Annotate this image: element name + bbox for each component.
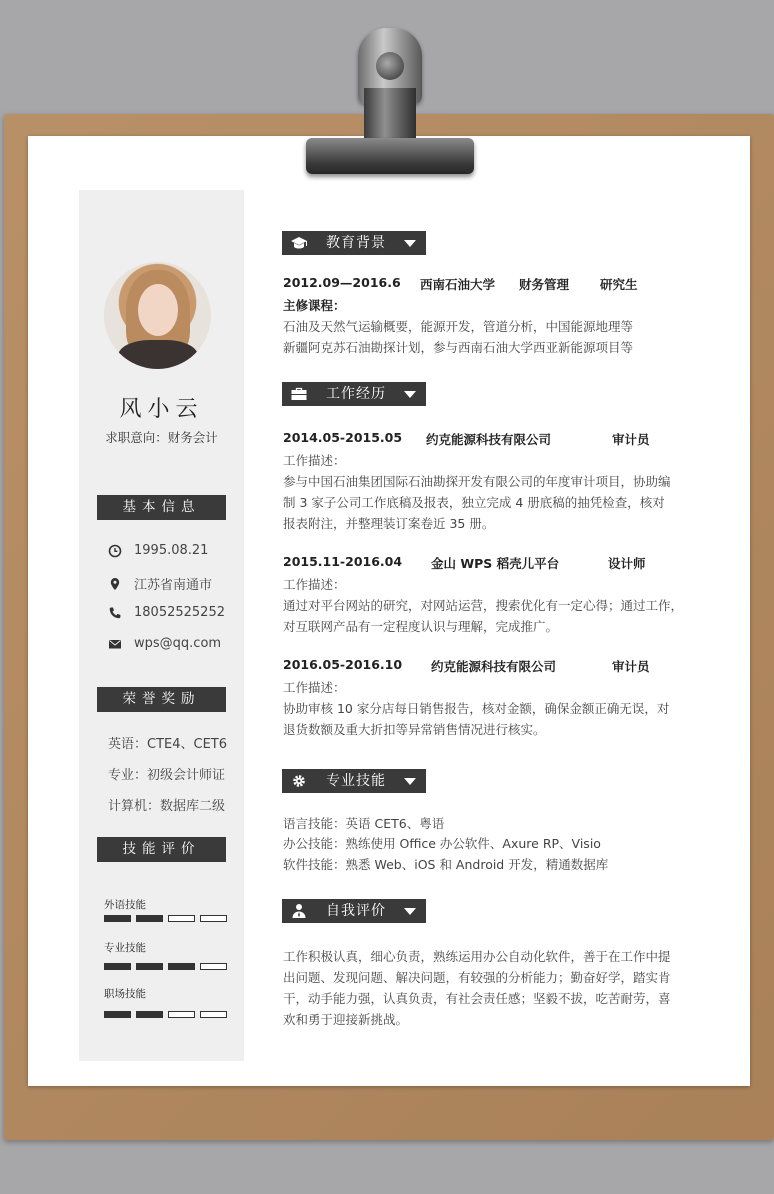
- job-desc-line: 报表附注，并整理装订案卷近 35 册。: [283, 516, 495, 531]
- job-company: 约克能源科技有限公司: [426, 432, 552, 447]
- location-text: 江苏省南通市: [134, 578, 213, 593]
- location-row: [108, 574, 212, 593]
- basic-info-heading: 基本信息: [97, 495, 226, 520]
- skill-bar-empty: [200, 1011, 227, 1018]
- section-title: 自我评价: [326, 903, 386, 919]
- job-role: 审计员: [612, 432, 650, 447]
- course-line: 石油及天然气运输概要，能源开发，管道分析，中国能源地理等: [283, 319, 634, 334]
- honor-item: 计算机：数据库二级: [108, 799, 226, 814]
- profile-name: 风小云: [119, 397, 204, 422]
- job-desc-label: 工作描述：: [283, 577, 346, 592]
- avatar: [104, 262, 211, 369]
- skill-label: 职场技能: [104, 988, 146, 1000]
- job-role: 审计员: [612, 659, 650, 674]
- section-title: 专业技能: [326, 773, 386, 789]
- course-line: 新疆阿克苏石油勘探计划，参与西南石油大学西亚新能源项目等: [283, 340, 634, 355]
- job-desc-line: 制 3 家子公司工作底稿及报表，独立完成 4 册底稿的抽凭检查，核对: [283, 495, 665, 510]
- skill-bar-filled: [104, 1011, 131, 1018]
- skill-level-bars: [104, 963, 227, 970]
- skill-label: 专业技能: [104, 942, 146, 954]
- job-company: 约克能源科技有限公司: [431, 659, 557, 674]
- skill-line: 语言技能：英语 CET6、粤语: [283, 816, 445, 831]
- skill-bar-filled: [136, 915, 163, 922]
- education-school: 西南石油大学: [420, 277, 496, 292]
- job-desc-line: 对互联网产品有一定程度认识与理解，完成推广。: [283, 619, 559, 634]
- email-text: wps@qq.com: [134, 636, 222, 651]
- clip-base: [306, 138, 474, 174]
- job-intent: 求职意向：财务会计: [105, 430, 218, 445]
- skill-level-bars: [104, 915, 227, 922]
- gear-icon: [290, 773, 308, 789]
- job-desc-line: 退货数额及重大折扣等异常销售情况进行核实。: [283, 722, 546, 737]
- chevron-down-icon: [404, 240, 416, 247]
- clip-hole: [376, 52, 404, 80]
- phone-row: [108, 605, 225, 620]
- skill-bar-empty: [200, 915, 227, 922]
- skill-label: 外语技能: [104, 899, 146, 911]
- job-desc-label: 工作描述：: [283, 453, 346, 468]
- education-period: 2012.09—2016.6: [283, 275, 401, 290]
- skill-bar-empty: [200, 963, 227, 970]
- birthdate-row: [108, 543, 208, 558]
- skill-rating-heading: 技能评价: [97, 837, 226, 862]
- job-company: 金山 WPS 稻壳儿平台: [431, 556, 560, 571]
- self-eval-line: 欢和勇于迎接新挑战。: [283, 1012, 409, 1027]
- phone-text: 18052525252: [134, 605, 225, 620]
- job-desc-line: 通过对平台网站的研究，对网站运营，搜索优化有一定心得；通过工作，: [283, 598, 684, 613]
- self-evaluation-heading: [282, 899, 426, 923]
- graduation-cap-icon: [290, 235, 308, 251]
- birthdate-text: 1995.08.21: [134, 543, 209, 558]
- mail-icon: [108, 637, 122, 651]
- job-period: 2015.11-2016.04: [283, 554, 403, 569]
- education-degree: 研究生: [600, 277, 638, 292]
- self-eval-line: 出问题、发现问题、解决问题，有较强的分析能力；勤奋好学，踏实肯: [283, 970, 671, 985]
- location-pin-icon: [108, 577, 122, 591]
- education-heading: [282, 231, 426, 255]
- job-period: 2014.05-2015.05: [283, 430, 403, 445]
- education-major: 财务管理: [519, 277, 570, 292]
- chevron-down-icon: [404, 908, 416, 915]
- skill-line: 办公技能：熟练使用 Office 办公软件、Axure RP、Visio: [283, 836, 601, 851]
- job-desc-line: 协助审核 10 家分店每日销售报告，核对金额，确保金额正确无误，对: [283, 701, 670, 716]
- courses-label: 主修课程：: [283, 298, 346, 313]
- clip-neck: [364, 88, 416, 142]
- job-period: 2016.05-2016.10: [283, 657, 403, 672]
- email-row: [108, 636, 221, 651]
- clock-icon: [108, 544, 122, 558]
- phone-icon: [108, 606, 122, 620]
- skill-bar-empty: [168, 915, 195, 922]
- briefcase-icon: [290, 386, 308, 402]
- skill-line: 软件技能：熟悉 Web、iOS 和 Android 开发，精通数据库: [283, 857, 609, 872]
- skill-bar-empty: [168, 1011, 195, 1018]
- chevron-down-icon: [404, 391, 416, 398]
- job-desc-label: 工作描述：: [283, 680, 346, 695]
- self-eval-line: 工作积极认真，细心负责，熟练运用办公自动化软件，善于在工作中提: [283, 949, 671, 964]
- pro-skills-heading: [282, 769, 426, 793]
- honors-heading: 荣誉奖励: [97, 687, 226, 712]
- job-role: 设计师: [608, 556, 646, 571]
- section-title: 工作经历: [326, 386, 386, 402]
- skill-bar-filled: [136, 1011, 163, 1018]
- skill-bar-filled: [168, 963, 195, 970]
- job-desc-line: 参与中国石油集团国际石油勘探开发有限公司的年度审计项目，协助编: [283, 474, 671, 489]
- chevron-down-icon: [404, 778, 416, 785]
- honor-item: 英语：CTE4、CET6: [108, 737, 228, 752]
- skill-bar-filled: [136, 963, 163, 970]
- skill-bar-filled: [104, 963, 131, 970]
- work-heading: [282, 382, 426, 406]
- person-icon: [290, 903, 308, 919]
- section-title: 教育背景: [326, 235, 386, 251]
- skill-level-bars: [104, 1011, 227, 1018]
- skill-bar-filled: [104, 915, 131, 922]
- honor-item: 专业：初级会计师证: [108, 768, 226, 783]
- self-eval-line: 干，动手能力强，认真负责，有社会责任感；坚毅不拔，吃苦耐劳，喜: [283, 991, 671, 1006]
